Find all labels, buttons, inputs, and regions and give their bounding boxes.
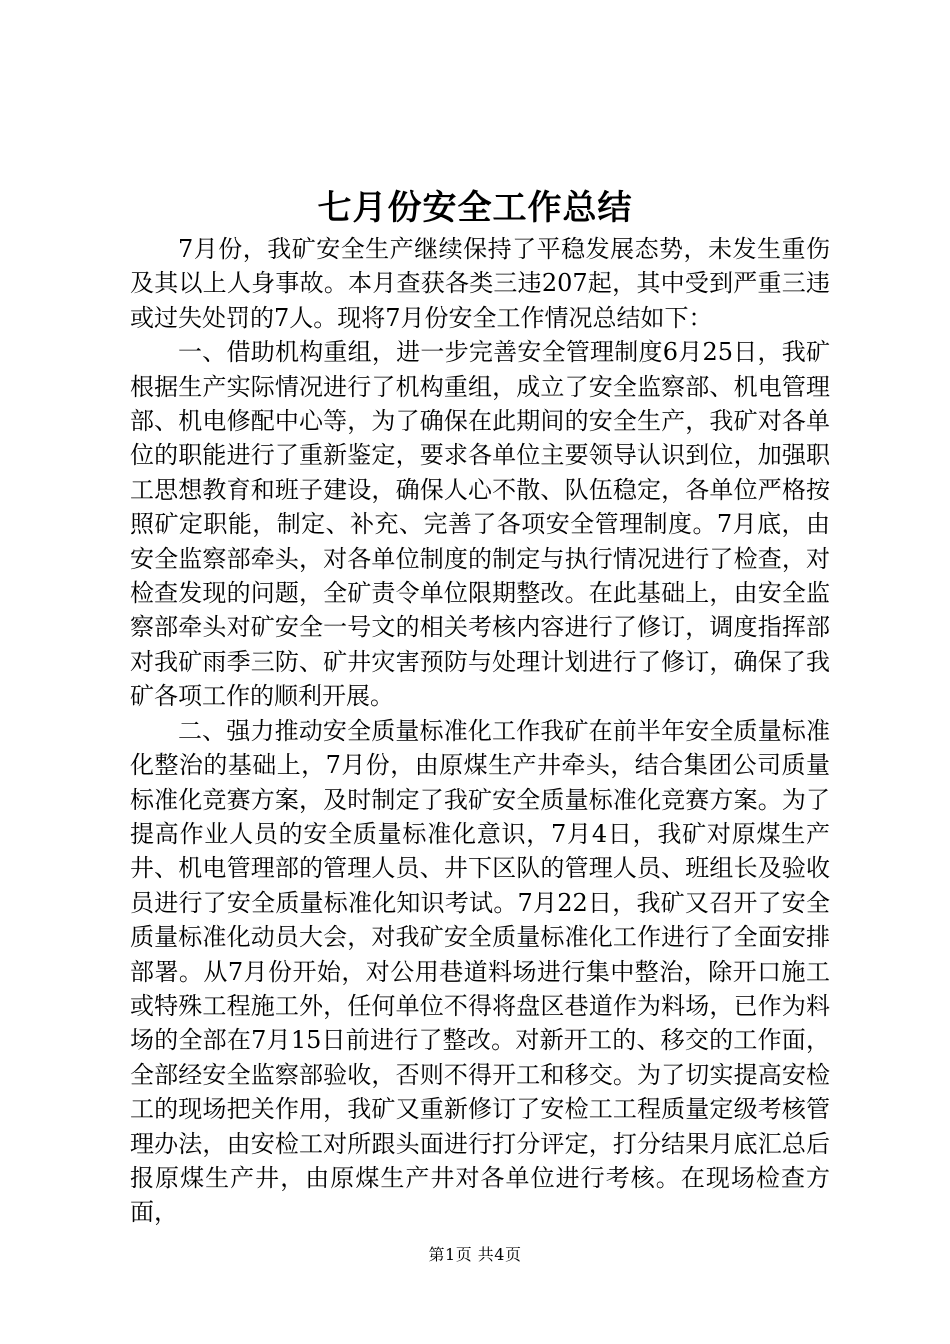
paragraph-section-2: 二、强力推动安全质量标准化工作我矿在前半年安全质量标准化整治的基础上，7月份，由原煤生产井牵头，结合集团公司质量标准化竞赛方案，及时制定了我矿安全质量标准化竞赛方案。为了提高作业人员的安全质量标准化意识，7月4日，我矿对原煤生产井、机电管理部的管理人员、井下区队的管理人员、班组长及验收员进行了安全质量标准化知识考试。7月22日，我矿又召开了安全质量标准化动员大会，对我矿安全质量标准化工作进行了全面安排部署。从7月份开始，对公用巷道料场进行集中整治，除开口施工或特殊工程施工外，任何单位不得将盘区巷道作为料场，已作为料场的全部在7月15日前进行了整改。对新开工的、移交的工作面，全部经安全监察部验收，否则不得开工和移交。为了切实提高安检工的现场把关作用，我矿又重新修订了安检工工程质量定级考核管理办法，由安检工对所跟头面进行打分评定，打分结果月底汇总后报原煤生产井，由原煤生产井对各单位进行考核。在现场检查方面，	[130, 716, 830, 1227]
document-body	[130, 232, 830, 1230]
document-title: 七月份安全工作总结	[317, 188, 633, 228]
paragraph-section-1: 一、借助机构重组，进一步完善安全管理制度6月25日，我矿根据生产实际情况进行了机构重组，成立了安全监察部、机电管理部、机电修配中心等，为了确保在此期间的安全生产，我矿对各单位的职能进行了重新鉴定，要求各单位主要领导认识到位，加强职工思想教育和班子建设，确保人心不散、队伍稳定，各单位严格按照矿定职能，制定、补充、完善了各项安全管理制度。7月底，由安全监察部牵头，对各单位制度的制定与执行情况进行了检查，对检查发现的问题，全矿责令单位限期整改。在此基础上，由安全监察部牵头对矿安全一号文的相关考核内容进行了修订，调度指挥部对我矿雨季三防、矿井灾害预防与处理计划进行了修订，确保了我矿各项工作的顺利开展。	[130, 338, 830, 711]
paragraph-intro: 7月份，我矿安全生产继续保持了平稳发展态势，未发生重伤及其以上人身事故。本月查获各类三违207起，其中受到严重三违或过失处罚的7人。现将7月份安全工作情况总结如下：	[130, 235, 830, 332]
page-footer: 第1页 共4页	[428, 1245, 522, 1264]
